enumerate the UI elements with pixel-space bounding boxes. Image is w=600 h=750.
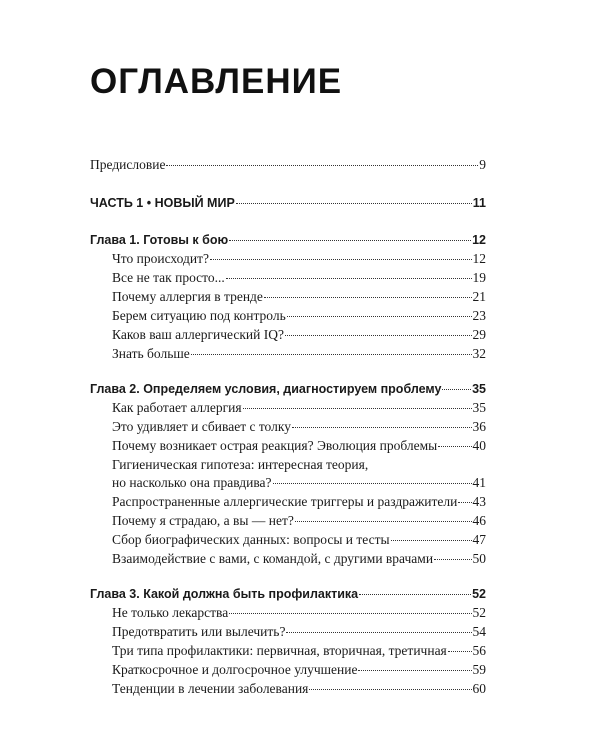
entry-page-number: 46 [472, 513, 486, 528]
entry-page-number: 9 [479, 157, 486, 172]
dot-leader [438, 446, 471, 447]
dot-leader [286, 632, 471, 633]
entry-page-number: 56 [472, 643, 486, 658]
entry-page-number: 40 [472, 438, 486, 453]
entry-label: Берем ситуацию под контроль [112, 308, 286, 323]
toc-entry-ch2-section-8[interactable] [112, 548, 486, 570]
entry-label: Знать больше [112, 346, 190, 361]
entry-label: Как работает аллергия [112, 400, 242, 415]
entry-page-number: 41 [472, 475, 486, 490]
dot-leader [210, 259, 472, 260]
entry-page-number: 52 [472, 605, 486, 620]
entry-label: Глава 3. Какой должна быть профилактика [90, 587, 359, 601]
entry-label: ЧАСТЬ 1 • НОВЫЙ МИР [90, 196, 235, 210]
dot-leader [243, 408, 472, 409]
dot-leader [166, 165, 478, 166]
dot-leader [226, 278, 472, 279]
entry-label: Предотвратить или вылечить? [112, 624, 286, 639]
entry-label: Распространенные аллергические триггеры и раздражители [112, 494, 458, 509]
dot-leader [292, 427, 472, 428]
entry-label: Почему я страдаю, а вы — нет? [112, 513, 294, 528]
dot-leader [358, 670, 471, 671]
entry-page-number: 29 [472, 327, 486, 342]
toc-entry-preface[interactable] [90, 154, 486, 176]
entry-label: Каков ваш аллергический IQ? [112, 327, 284, 342]
dot-leader [434, 559, 471, 560]
dot-leader [273, 483, 472, 484]
entry-page-number: 60 [472, 681, 486, 696]
dot-leader [359, 594, 471, 595]
entry-label: Почему аллергия в тренде [112, 289, 263, 304]
entry-page-number: 19 [472, 270, 486, 285]
toc-entry-ch2-section-4-line-1[interactable]: Гигиеническая гипотеза: интересная теория, [112, 457, 369, 472]
toc-entry-ch1-section-6[interactable] [112, 343, 486, 365]
dot-leader [264, 297, 472, 298]
entry-page-number: 11 [472, 196, 486, 210]
dot-leader [391, 540, 472, 541]
toc-entry-ch3-section-5[interactable] [112, 678, 486, 700]
entry-page-number: 36 [472, 419, 486, 434]
dot-leader [229, 613, 471, 614]
entry-label: Тенденции в лечении заболевания [112, 681, 309, 696]
entry-page-number: 35 [472, 400, 486, 415]
dot-leader [191, 354, 472, 355]
entry-page-number: 47 [472, 532, 486, 547]
dot-leader [285, 335, 472, 336]
entry-label: Почему возникает острая реакция? Эволюция проблемы [112, 438, 438, 453]
page-title: ОГЛАВЛЕНИЕ [90, 62, 343, 101]
entry-label: Три типа профилактики: первичная, вторичная, третичная [112, 643, 447, 658]
entry-page-number: 32 [472, 346, 486, 361]
entry-label: Сбор биографических данных: вопросы и тесты [112, 532, 390, 547]
entry-page-number: 59 [472, 662, 486, 677]
entry-label: Все не так просто... [112, 270, 225, 285]
toc-entry-part-1[interactable] [90, 192, 486, 214]
entry-label: Предисловие [90, 157, 166, 172]
dot-leader [295, 521, 472, 522]
dot-leader [236, 203, 472, 204]
entry-label: Взаимодействие с вами, с командой, с другими врачами [112, 551, 434, 566]
entry-page-number: 50 [472, 551, 486, 566]
dot-leader [448, 651, 472, 652]
entry-page-number: 21 [472, 289, 486, 304]
entry-page-number: 12 [472, 251, 486, 266]
entry-label: Что происходит? [112, 251, 209, 266]
entry-label: но насколько она правдива? [112, 475, 272, 490]
dot-leader [287, 316, 472, 317]
dot-leader [442, 389, 471, 390]
entry-label: Не только лекарства [112, 605, 229, 620]
dot-leader [309, 689, 471, 690]
dot-leader [458, 502, 471, 503]
entry-page-number: 12 [472, 233, 486, 247]
entry-label: Краткосрочное и долгосрочное улучшение [112, 662, 358, 677]
entry-page-number: 54 [472, 624, 486, 639]
entry-label: Глава 2. Определяем условия, диагностируем проблему [90, 382, 442, 396]
entry-page-number: 43 [472, 494, 486, 509]
entry-page-number: 23 [472, 308, 486, 323]
entry-label: Это удивляет и сбивает с толку [112, 419, 291, 434]
dot-leader [229, 240, 471, 241]
entry-label: Глава 1. Готовы к бою [90, 233, 229, 247]
entry-page-number: 35 [472, 382, 486, 396]
entry-page-number: 52 [472, 587, 486, 601]
